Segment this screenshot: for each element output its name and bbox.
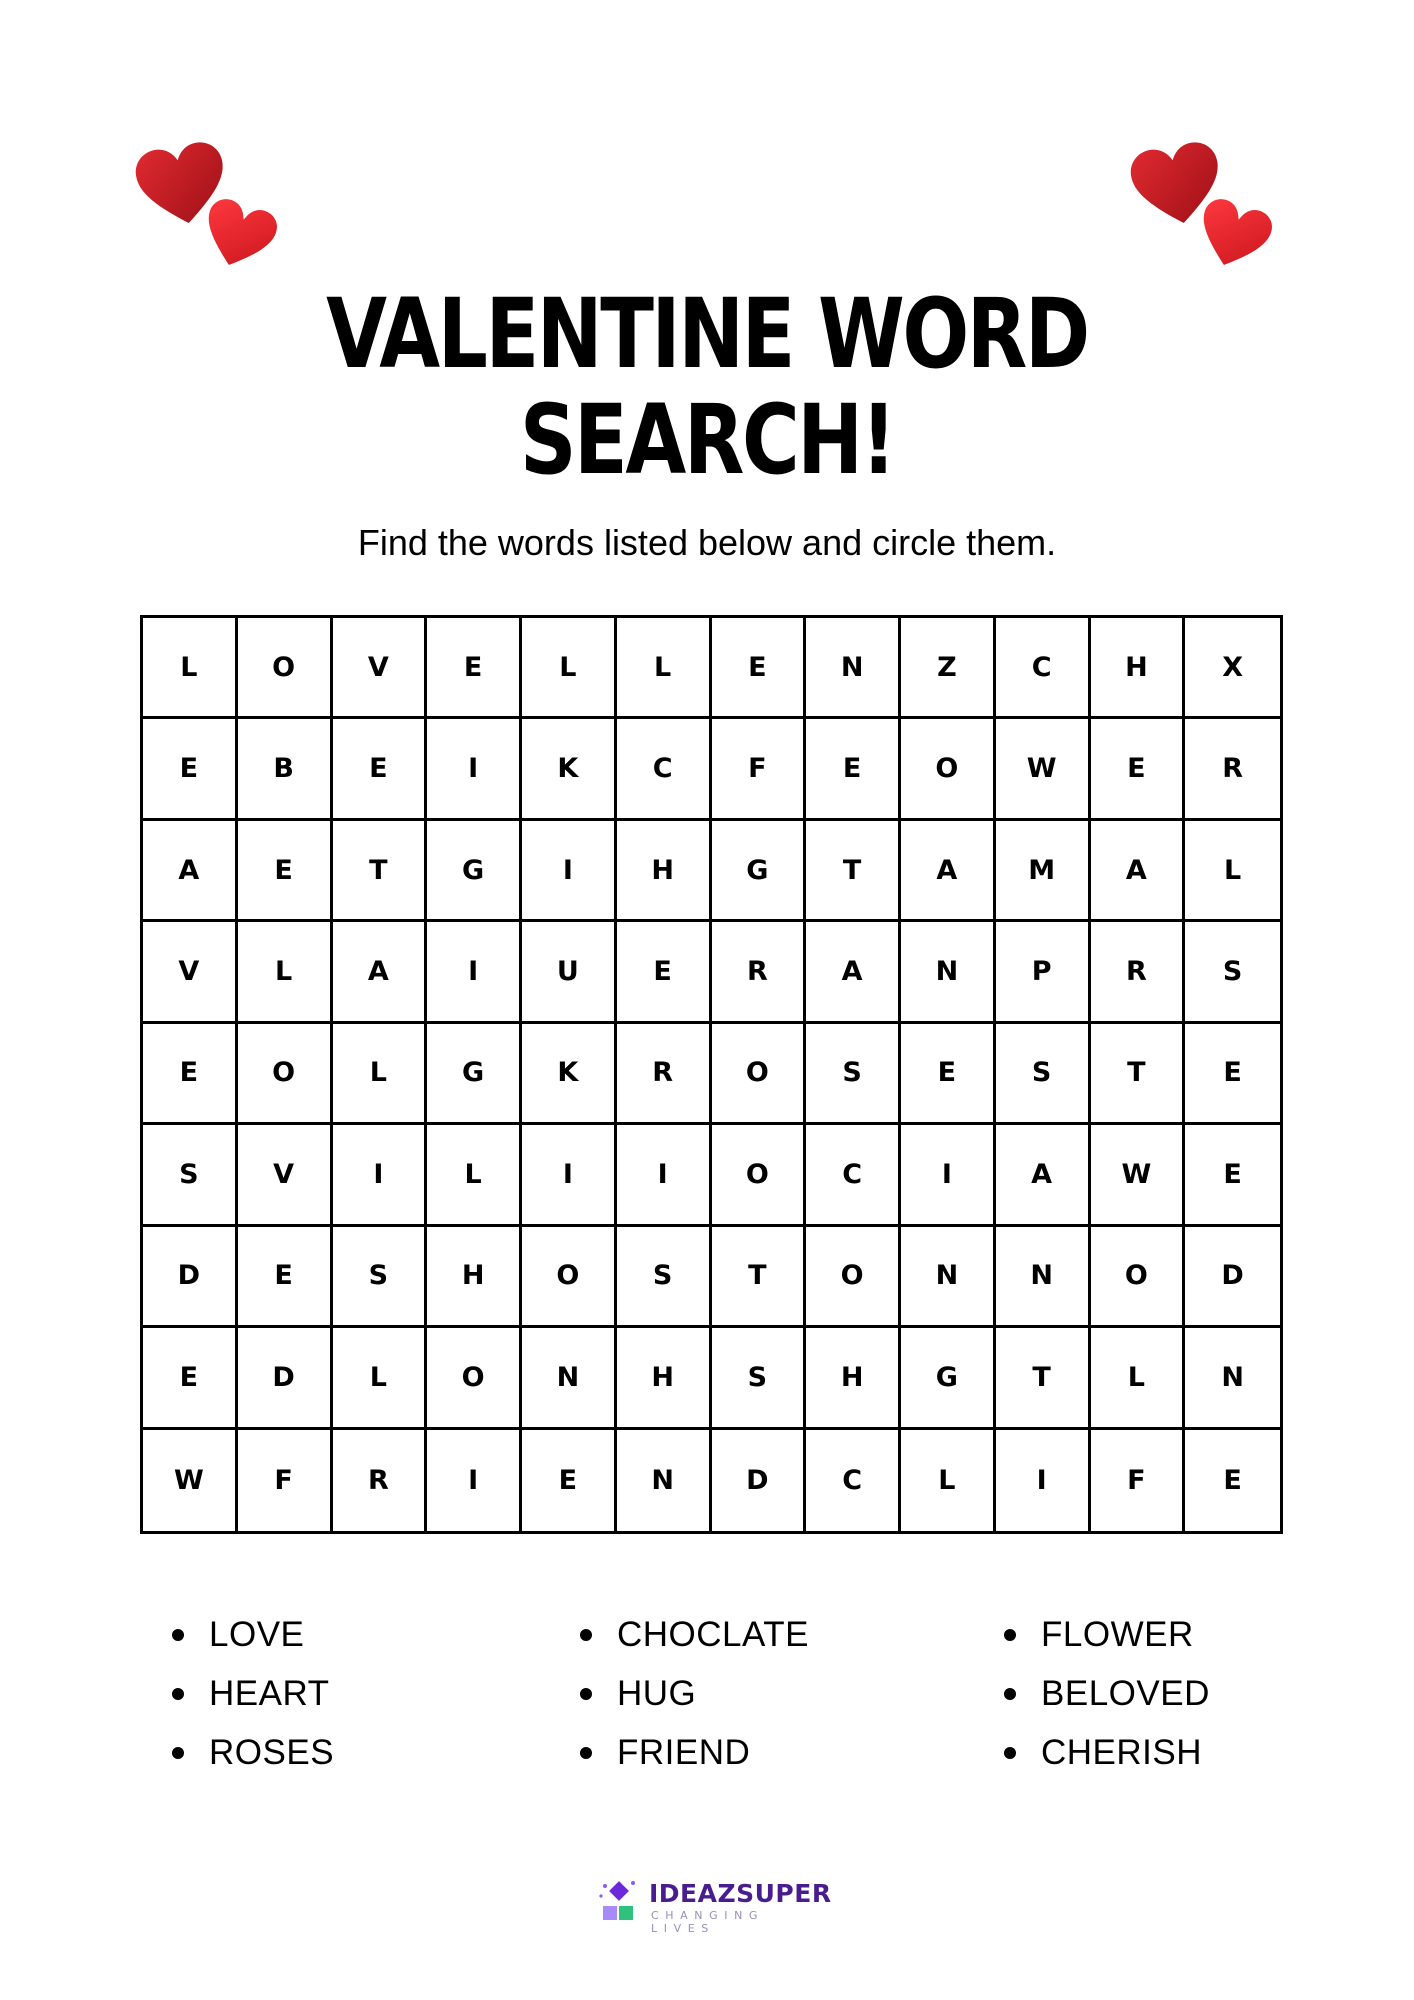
grid-cell[interactable]: I <box>996 1430 1091 1531</box>
logo-name: IDEAZSUPER <box>649 1879 832 1908</box>
grid-cell[interactable]: E <box>806 719 901 820</box>
grid-cell[interactable]: O <box>427 1328 522 1429</box>
grid-cell[interactable]: L <box>901 1430 996 1531</box>
grid-cell[interactable]: E <box>427 618 522 719</box>
grid-cell[interactable]: L <box>522 618 617 719</box>
grid-cell[interactable]: E <box>522 1430 617 1531</box>
grid-cell[interactable]: R <box>1091 922 1186 1023</box>
word-list-column <box>580 1605 809 1782</box>
grid-cell[interactable]: G <box>712 821 807 922</box>
bullet-icon <box>1004 1688 1016 1700</box>
grid-cell[interactable]: H <box>427 1227 522 1328</box>
grid-cell[interactable]: F <box>238 1430 333 1531</box>
grid-cell[interactable]: O <box>522 1227 617 1328</box>
grid-cell[interactable]: T <box>333 821 428 922</box>
word-label: BELOVED <box>1041 1673 1210 1713</box>
word-item <box>580 1605 809 1664</box>
grid-cell[interactable]: D <box>143 1227 238 1328</box>
grid-cell[interactable]: G <box>427 1024 522 1125</box>
grid-cell[interactable]: T <box>806 821 901 922</box>
grid-cell[interactable]: C <box>806 1125 901 1226</box>
grid-cell[interactable]: I <box>522 821 617 922</box>
grid-cell[interactable]: F <box>712 719 807 820</box>
grid-cell[interactable]: N <box>522 1328 617 1429</box>
grid-cell[interactable]: V <box>238 1125 333 1226</box>
grid-cell[interactable]: I <box>617 1125 712 1226</box>
word-item <box>1004 1664 1210 1723</box>
grid-cell[interactable]: A <box>996 1125 1091 1226</box>
grid-cell[interactable]: E <box>1091 719 1186 820</box>
grid-cell[interactable]: H <box>617 821 712 922</box>
word-item <box>1004 1723 1210 1782</box>
grid-cell[interactable]: D <box>238 1328 333 1429</box>
grid-cell[interactable]: E <box>1185 1024 1280 1125</box>
grid-cell[interactable]: E <box>617 922 712 1023</box>
grid-cell[interactable]: I <box>427 922 522 1023</box>
grid-cell[interactable]: E <box>712 618 807 719</box>
bullet-icon <box>1004 1629 1016 1641</box>
word-label: ROSES <box>209 1732 335 1772</box>
word-label: FRIEND <box>617 1732 751 1772</box>
grid-cell[interactable]: E <box>238 821 333 922</box>
grid-cell[interactable]: E <box>901 1024 996 1125</box>
word-item <box>580 1664 809 1723</box>
grid-cell[interactable]: A <box>143 821 238 922</box>
grid-cell[interactable]: H <box>806 1328 901 1429</box>
grid-cell[interactable]: N <box>617 1430 712 1531</box>
grid-cell[interactable]: L <box>143 618 238 719</box>
bullet-icon <box>172 1629 184 1641</box>
word-item <box>172 1664 334 1723</box>
grid-cell[interactable]: W <box>996 719 1091 820</box>
word-label: HUG <box>617 1673 697 1713</box>
grid-cell[interactable]: R <box>1185 719 1280 820</box>
grid-cell[interactable]: H <box>617 1328 712 1429</box>
grid-cell[interactable]: C <box>806 1430 901 1531</box>
grid-cell[interactable]: L <box>1091 1328 1186 1429</box>
grid-cell[interactable]: M <box>996 821 1091 922</box>
instructions: Find the words listed below and circle them. <box>357 522 1057 563</box>
word-label: CHERISH <box>1041 1732 1203 1772</box>
word-item <box>172 1723 334 1782</box>
grid-cell[interactable]: E <box>238 1227 333 1328</box>
grid-cell[interactable]: N <box>901 1227 996 1328</box>
bullet-icon <box>580 1629 592 1641</box>
grid-cell[interactable]: L <box>1185 821 1280 922</box>
grid-cell[interactable]: G <box>427 821 522 922</box>
grid-cell[interactable]: V <box>333 618 428 719</box>
grid-cell[interactable]: I <box>522 1125 617 1226</box>
word-search-grid <box>140 615 1283 1534</box>
grid-cell[interactable]: G <box>901 1328 996 1429</box>
grid-cell[interactable]: A <box>806 922 901 1023</box>
grid-cell[interactable]: S <box>1185 922 1280 1023</box>
grid-cell[interactable]: R <box>333 1430 428 1531</box>
grid-cell[interactable]: O <box>712 1125 807 1226</box>
grid-cell[interactable]: S <box>712 1328 807 1429</box>
grid-cell[interactable]: I <box>427 719 522 820</box>
grid-cell[interactable]: H <box>1091 618 1186 719</box>
grid-cell[interactable]: V <box>143 922 238 1023</box>
grid-cell[interactable]: N <box>996 1227 1091 1328</box>
grid-cell[interactable]: W <box>143 1430 238 1531</box>
grid-cell[interactable]: L <box>617 618 712 719</box>
word-item <box>580 1723 809 1782</box>
grid-cell[interactable]: S <box>143 1125 238 1226</box>
grid-cell[interactable]: K <box>522 719 617 820</box>
grid-cell[interactable]: P <box>996 922 1091 1023</box>
grid-cell[interactable]: U <box>522 922 617 1023</box>
grid-cell[interactable]: O <box>712 1024 807 1125</box>
grid-cell[interactable]: D <box>712 1430 807 1531</box>
grid-cell[interactable]: O <box>238 1024 333 1125</box>
word-label: FLOWER <box>1041 1614 1194 1654</box>
grid-cell[interactable]: R <box>617 1024 712 1125</box>
grid-cell[interactable]: E <box>143 719 238 820</box>
word-list <box>0 1605 1414 1805</box>
grid-cell[interactable]: B <box>238 719 333 820</box>
grid-cell[interactable]: Z <box>901 618 996 719</box>
word-list-column <box>172 1605 334 1782</box>
grid-cell[interactable]: O <box>901 719 996 820</box>
grid-cell[interactable]: E <box>143 1024 238 1125</box>
grid-cell[interactable]: S <box>617 1227 712 1328</box>
word-label: HEART <box>209 1673 330 1713</box>
grid-cell[interactable]: C <box>996 618 1091 719</box>
grid-cell[interactable]: S <box>806 1024 901 1125</box>
brand-logo <box>597 1878 837 1935</box>
grid-cell[interactable]: O <box>1091 1227 1186 1328</box>
grid-cell[interactable]: I <box>333 1125 428 1226</box>
page-title-line-1: VALENTINE WORD <box>326 278 1088 390</box>
grid-cell[interactable]: A <box>1091 821 1186 922</box>
grid-cell[interactable]: F <box>1091 1430 1186 1531</box>
grid-cell[interactable]: L <box>333 1328 428 1429</box>
word-label: CHOCLATE <box>617 1614 809 1654</box>
grid-cell[interactable]: D <box>1185 1227 1280 1328</box>
logo-icon <box>597 1878 647 1928</box>
grid-cell[interactable]: L <box>333 1024 428 1125</box>
grid-cell[interactable]: I <box>901 1125 996 1226</box>
grid-cell[interactable]: W <box>1091 1125 1186 1226</box>
grid-cell[interactable]: L <box>427 1125 522 1226</box>
word-item <box>172 1605 334 1664</box>
bullet-icon <box>1004 1747 1016 1759</box>
grid-cell[interactable]: E <box>143 1328 238 1429</box>
bullet-icon <box>172 1688 184 1700</box>
grid-cell[interactable]: C <box>617 719 712 820</box>
grid-cell[interactable]: E <box>1185 1125 1280 1226</box>
grid-cell[interactable]: N <box>1185 1328 1280 1429</box>
grid-cell[interactable]: T <box>1091 1024 1186 1125</box>
grid-cell[interactable]: O <box>806 1227 901 1328</box>
logo-tagline: CHANGING LIVES <box>651 1909 765 1935</box>
word-item <box>1004 1605 1210 1664</box>
bullet-icon <box>580 1688 592 1700</box>
word-label: LOVE <box>209 1614 305 1654</box>
grid-cell[interactable]: A <box>333 922 428 1023</box>
bullet-icon <box>172 1747 184 1759</box>
grid-cell[interactable]: E <box>333 719 428 820</box>
grid-cell[interactable]: S <box>333 1227 428 1328</box>
grid-cell[interactable]: T <box>996 1328 1091 1429</box>
grid-cell[interactable]: A <box>901 821 996 922</box>
grid-cell[interactable]: S <box>996 1024 1091 1125</box>
bullet-icon <box>580 1747 592 1759</box>
page-title-line-2: SEARCH! <box>519 384 895 496</box>
grid-cell[interactable]: X <box>1185 618 1280 719</box>
grid-cell[interactable]: T <box>712 1227 807 1328</box>
grid-cell[interactable]: E <box>1223 1464 1242 1496</box>
grid-cell[interactable]: K <box>522 1024 617 1125</box>
grid-cell[interactable]: N <box>901 922 996 1023</box>
grid-cell[interactable]: R <box>712 922 807 1023</box>
grid-cell[interactable]: L <box>238 922 333 1023</box>
grid-cell[interactable]: O <box>238 618 333 719</box>
grid-cell[interactable]: N <box>806 618 901 719</box>
grid-cell[interactable]: I <box>427 1430 522 1531</box>
word-list-column <box>1004 1605 1210 1782</box>
